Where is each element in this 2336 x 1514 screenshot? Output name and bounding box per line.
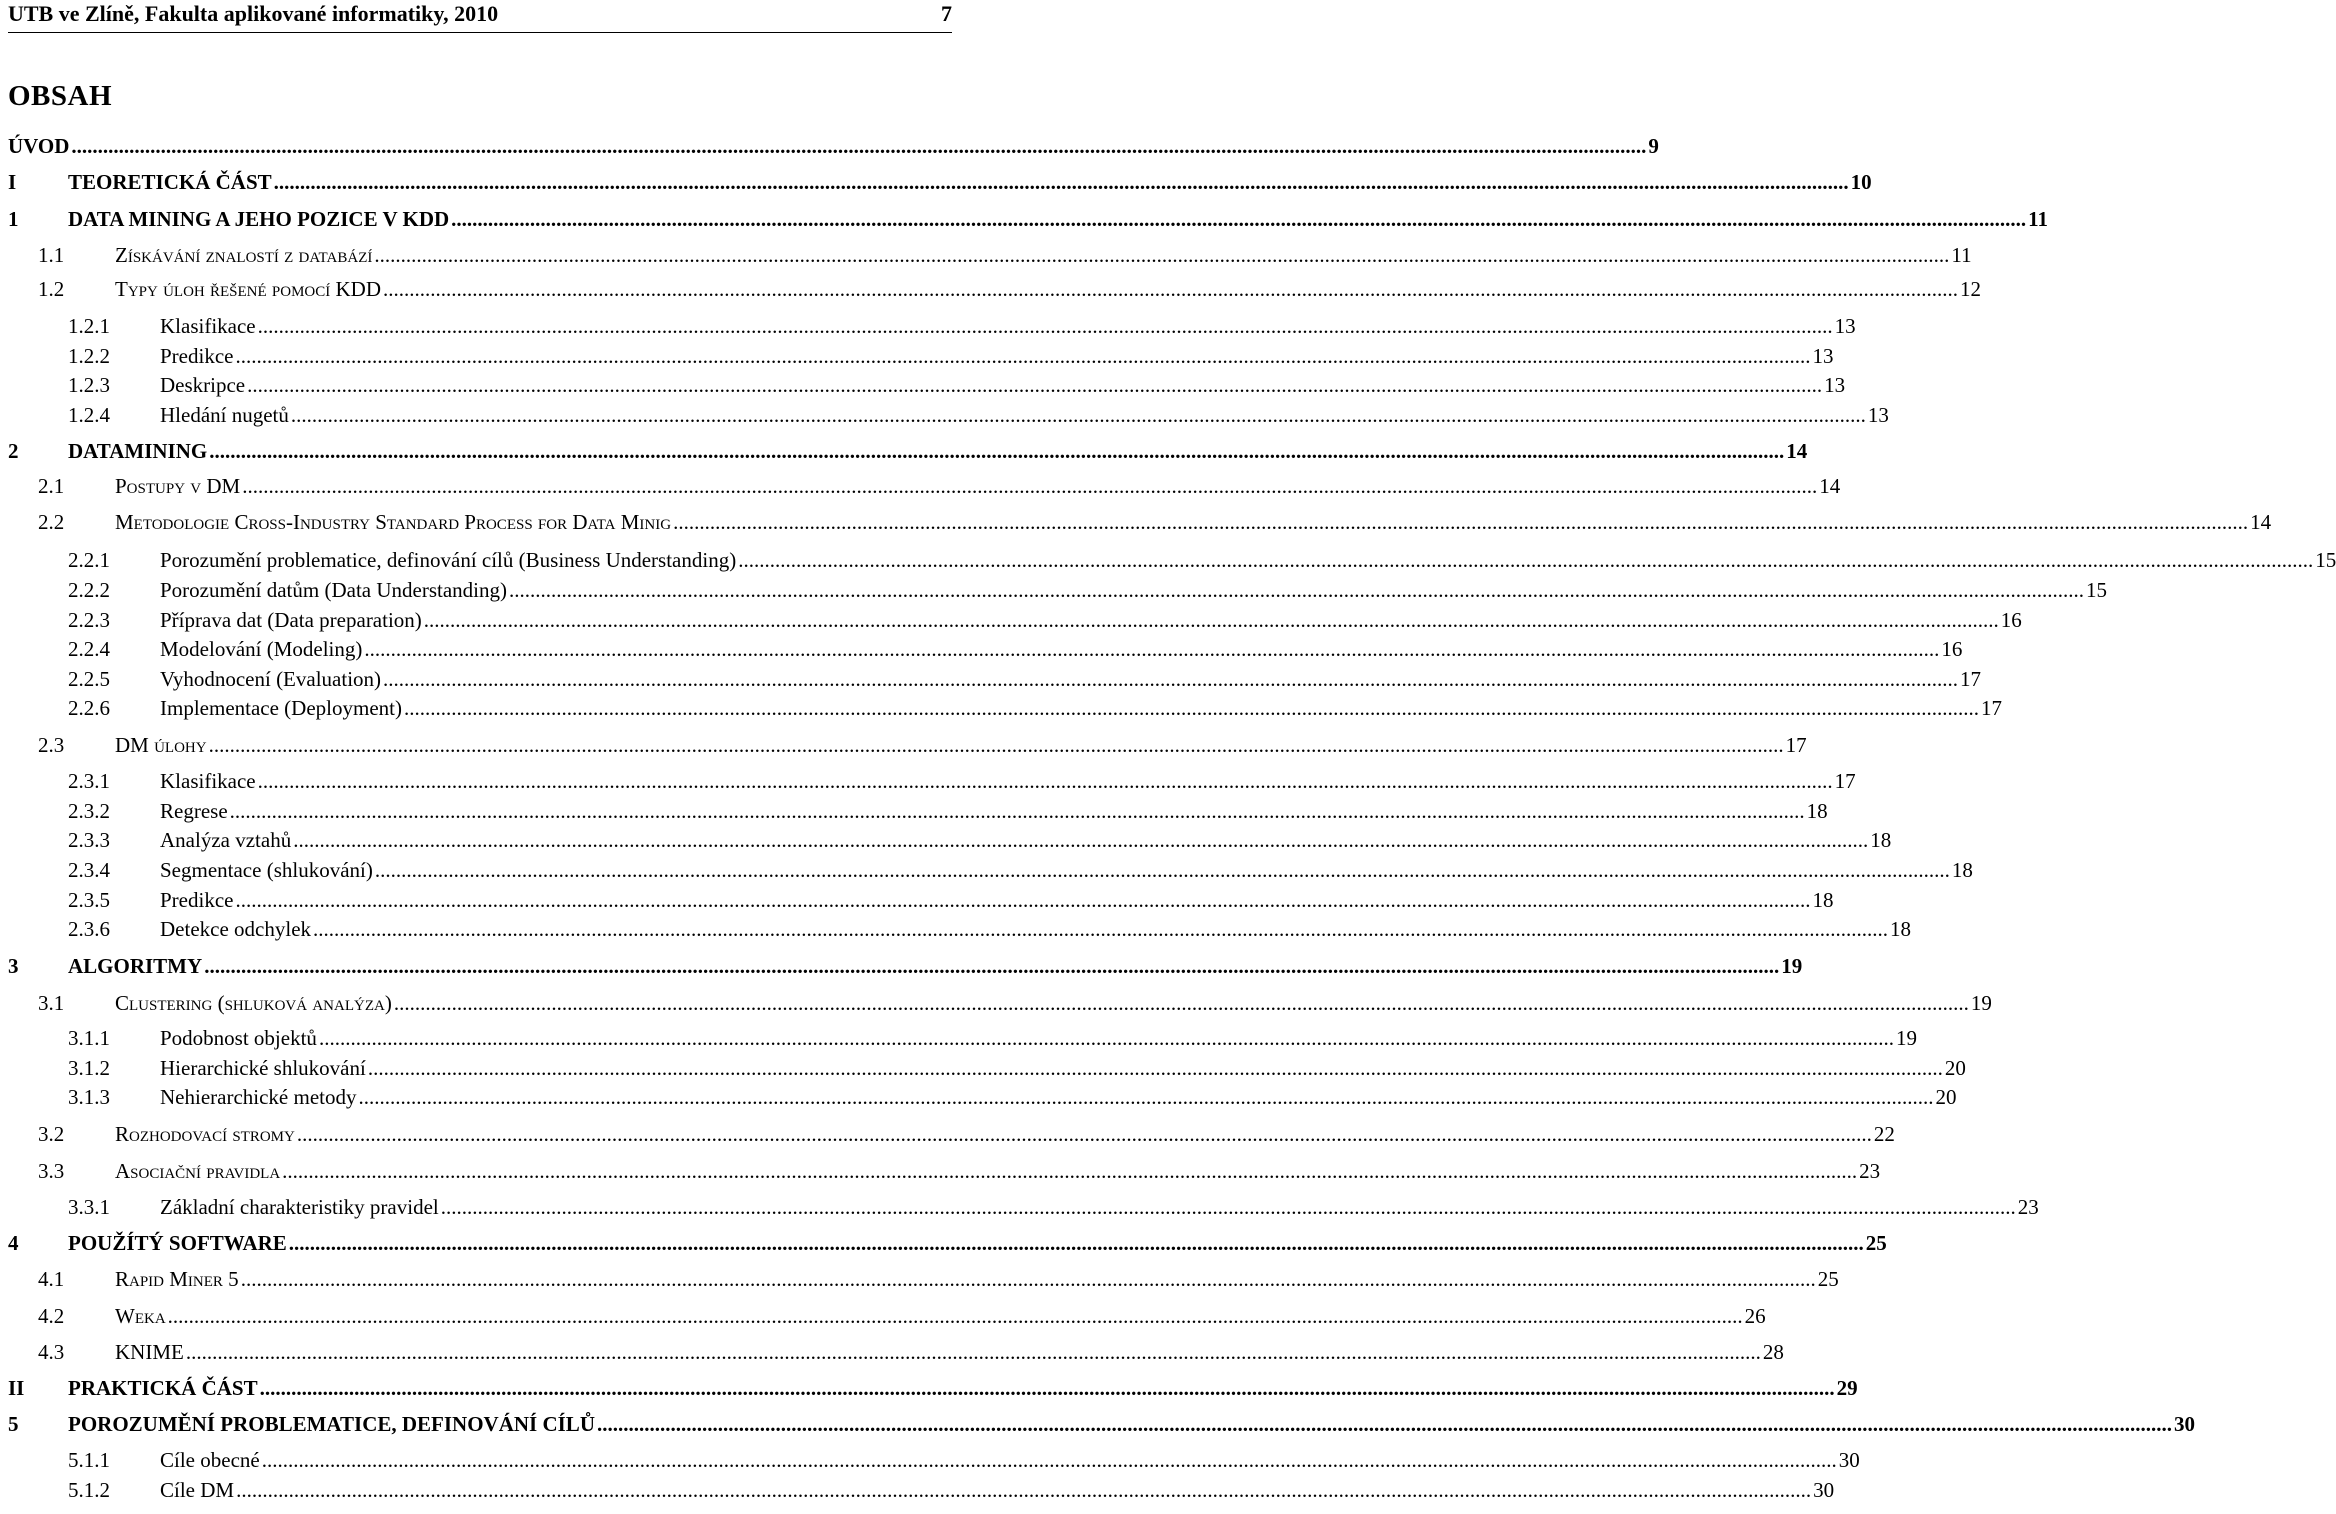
toc-entry-number: I bbox=[8, 170, 17, 194]
toc-entry-line bbox=[160, 1193, 2039, 1221]
toc-entry-label: Hledání nugetů bbox=[160, 403, 289, 427]
toc-entry-page: 17 bbox=[1960, 667, 1982, 691]
toc-entry-page: 17 bbox=[1980, 696, 2002, 720]
toc-entry-number: 2.3.5 bbox=[68, 888, 110, 912]
toc-entry-number: 2.3.4 bbox=[68, 858, 110, 882]
toc-entry-line bbox=[160, 886, 1834, 914]
toc-entry-page: 26 bbox=[1744, 1304, 1766, 1328]
toc-entry[interactable] bbox=[0, 1024, 1917, 1052]
toc-entry-label: Příprava dat (Data preparation) bbox=[160, 608, 422, 632]
toc-entry-line bbox=[115, 1302, 1766, 1330]
toc-dot-leader: ............................................................................................................................................................................................................................................................................................................ bbox=[208, 733, 1784, 757]
toc-entry[interactable] bbox=[0, 665, 1982, 693]
toc-entry-number: 2.2 bbox=[38, 510, 65, 534]
toc-entry-number: 3.2 bbox=[38, 1122, 65, 1146]
toc-entry[interactable] bbox=[0, 952, 1803, 980]
toc-entry-number: 4.1 bbox=[38, 1267, 65, 1291]
toc-dot-leader: ............................................................................................................................................................................................................................................................................................................ bbox=[288, 1231, 1864, 1255]
toc-entry-label: ALGORITMY bbox=[68, 954, 203, 978]
toc-entry-number: 3.1.1 bbox=[68, 1026, 110, 1050]
toc-entry-line bbox=[160, 401, 1889, 429]
toc-dot-leader: ............................................................................................................................................................................................................................................................................................................ bbox=[229, 799, 1805, 823]
toc-entry-number: 1.2 bbox=[38, 277, 65, 301]
toc-entry-page: 29 bbox=[1836, 1376, 1858, 1400]
toc-entry-page: 17 bbox=[1785, 733, 1807, 757]
toc-entry-number: 1.1 bbox=[38, 243, 65, 267]
toc-entry-line bbox=[160, 312, 1856, 340]
toc-dot-leader: ............................................................................................................................................................................................................................................................................................................ bbox=[738, 548, 2314, 572]
toc-entry[interactable] bbox=[0, 371, 1846, 399]
toc-entry-number: 1.2.3 bbox=[68, 373, 110, 397]
toc-entry-line bbox=[68, 1374, 1858, 1402]
toc-dot-leader: ............................................................................................................................................................................................................................................................................................................ bbox=[293, 828, 1869, 852]
contents-heading: OBSAH bbox=[8, 80, 113, 112]
toc-entry[interactable] bbox=[0, 1374, 1858, 1402]
toc-entry-label: Typy úloh řešené pomocí KDD bbox=[115, 277, 382, 301]
toc-dot-leader: ............................................................................................................................................................................................................................................................................................................ bbox=[364, 637, 1940, 661]
toc-entry[interactable] bbox=[0, 576, 2107, 604]
toc-entry[interactable] bbox=[0, 731, 1807, 759]
toc-entry-number: 4.3 bbox=[38, 1340, 65, 1364]
toc-entry-line bbox=[160, 1054, 1966, 1082]
toc-entry[interactable] bbox=[0, 472, 1841, 500]
toc-entry[interactable] bbox=[0, 989, 1992, 1017]
toc-entry-line bbox=[68, 168, 1872, 196]
toc-entry-line bbox=[8, 132, 1659, 160]
toc-entry-number: 2.2.1 bbox=[68, 548, 110, 572]
toc-entry-line bbox=[115, 472, 1841, 500]
toc-dot-leader: ............................................................................................................................................................................................................................................................................................................ bbox=[185, 1340, 1761, 1364]
toc-dot-leader: ............................................................................................................................................................................................................................................................................................................ bbox=[71, 134, 1647, 158]
toc-entry-label: ÚVOD bbox=[8, 134, 70, 158]
toc-entry[interactable] bbox=[0, 1083, 1957, 1111]
toc-entry-label: Klasifikace bbox=[160, 314, 256, 338]
toc-entry-page: 20 bbox=[1935, 1085, 1957, 1109]
toc-entry-page: 15 bbox=[2086, 578, 2107, 602]
toc-dot-leader: ............................................................................................................................................................................................................................................................................................................ bbox=[235, 344, 1811, 368]
toc-entry-number: 2.1 bbox=[38, 474, 65, 498]
toc-entry[interactable] bbox=[0, 132, 1659, 160]
toc-entry-label: Segmentace (shlukování) bbox=[160, 858, 373, 882]
toc-entry[interactable] bbox=[0, 312, 1856, 340]
toc-entry-page: 14 bbox=[1819, 474, 1841, 498]
toc-entry-label: DATAMINING bbox=[68, 439, 208, 463]
toc-entry-label: Analýza vztahů bbox=[160, 828, 292, 852]
toc-entry-label: TEORETICKÁ ČÁST bbox=[68, 170, 272, 194]
toc-entry-number: 1.2.2 bbox=[68, 344, 110, 368]
toc-entry-page: 19 bbox=[1781, 954, 1803, 978]
toc-entry-line bbox=[68, 952, 1803, 980]
toc-dot-leader: ............................................................................................................................................................................................................................................................................................................ bbox=[367, 1056, 1943, 1080]
toc-entry[interactable] bbox=[0, 342, 1834, 370]
toc-entry-line bbox=[115, 731, 1807, 759]
toc-entry-label: Vyhodnocení (Evaluation) bbox=[160, 667, 382, 691]
toc-entry[interactable] bbox=[0, 767, 1856, 795]
toc-entry-label: POROZUMĚNÍ PROBLEMATICE, DEFINOVÁNÍ CÍLŮ bbox=[68, 1412, 595, 1436]
toc-entry-label: Detekce odchylek bbox=[160, 917, 312, 941]
toc-entry-label: Deskripce bbox=[160, 373, 246, 397]
toc-entry-label: Porozumění datům (Data Understanding) bbox=[160, 578, 507, 602]
toc-entry[interactable] bbox=[0, 1446, 1860, 1474]
toc-entry[interactable] bbox=[0, 826, 1892, 854]
toc-entry-number: 3.3.1 bbox=[68, 1195, 110, 1219]
toc-entry-number: 3.1 bbox=[38, 991, 65, 1015]
toc-entry-page: 13 bbox=[1812, 344, 1834, 368]
toc-entry-label: Predikce bbox=[160, 888, 234, 912]
toc-entry-line bbox=[160, 915, 1912, 943]
toc-entry[interactable] bbox=[0, 401, 1889, 429]
toc-entry-line bbox=[160, 1083, 1957, 1111]
toc-entry-page: 18 bbox=[1812, 888, 1834, 912]
toc-entry[interactable] bbox=[0, 1410, 2195, 1438]
toc-entry-number: 2.2.2 bbox=[68, 578, 110, 602]
toc-entry-number: 4.2 bbox=[38, 1304, 65, 1328]
toc-entry[interactable] bbox=[0, 1120, 1895, 1148]
toc-entry-page: 14 bbox=[1786, 439, 1808, 463]
toc-entry-page: 18 bbox=[1951, 858, 1973, 882]
toc-entry-label: KNIME bbox=[115, 1340, 184, 1364]
toc-entry-number: 2.3.1 bbox=[68, 769, 110, 793]
toc-entry[interactable] bbox=[0, 1265, 1839, 1293]
header-page-number: 7 bbox=[941, 1, 952, 26]
toc-entry-line bbox=[160, 826, 1892, 854]
toc-entry-line bbox=[160, 694, 2002, 722]
toc-entry-line bbox=[160, 1446, 1860, 1474]
toc-entry-page: 30 bbox=[2173, 1412, 2195, 1436]
toc-entry[interactable] bbox=[0, 437, 1808, 465]
toc-dot-leader: ............................................................................................................................................................................................................................................................................................................ bbox=[451, 207, 2027, 231]
toc-entry-line bbox=[115, 1265, 1839, 1293]
toc-entry-label: Weka bbox=[115, 1304, 166, 1328]
toc-entry-page: 19 bbox=[1970, 991, 1992, 1015]
toc-entry[interactable] bbox=[0, 1054, 1966, 1082]
toc-dot-leader: ............................................................................................................................................................................................................................................................................................................ bbox=[403, 696, 1979, 720]
toc-entry-page: 18 bbox=[1806, 799, 1828, 823]
toc-entry[interactable] bbox=[0, 275, 1982, 303]
toc-dot-leader: ............................................................................................................................................................................................................................................................................................................ bbox=[261, 1448, 1837, 1472]
toc-entry-page: 30 bbox=[1838, 1448, 1860, 1472]
toc-entry-label: Metodologie Cross-Industry Standard Process for Data Minig bbox=[115, 510, 672, 534]
toc-entry-page: 30 bbox=[1813, 1478, 1835, 1502]
toc-entry-label: Podobnost objektů bbox=[160, 1026, 317, 1050]
toc-entry-label: Regrese bbox=[160, 799, 228, 823]
toc-dot-leader: ............................................................................................................................................................................................................................................................................................................ bbox=[167, 1304, 1743, 1328]
toc-entry-page: 25 bbox=[1865, 1231, 1887, 1255]
toc-dot-leader: ............................................................................................................................................................................................................................................................................................................ bbox=[209, 439, 1785, 463]
toc-entry-number: 1.2.1 bbox=[68, 314, 110, 338]
toc-dot-leader: ............................................................................................................................................................................................................................................................................................................ bbox=[358, 1085, 1934, 1109]
toc-entry-label: Cíle DM bbox=[160, 1478, 235, 1502]
toc-entry-number: 3.3 bbox=[38, 1159, 65, 1183]
toc-entry-page: 11 bbox=[1951, 243, 1972, 267]
toc-entry[interactable] bbox=[0, 508, 2272, 536]
toc-dot-leader: ............................................................................................................................................................................................................................................................................................................ bbox=[383, 667, 1959, 691]
toc-entry-label: Implementace (Deployment) bbox=[160, 696, 402, 720]
toc-entry[interactable] bbox=[0, 797, 1828, 825]
toc-entry-line bbox=[160, 856, 1973, 884]
toc-dot-leader: ............................................................................................................................................................................................................................................................................................................ bbox=[509, 578, 2084, 602]
header-title: UTB ve Zlíně, Fakulta aplikované informatiky, 2010 bbox=[8, 1, 499, 26]
toc-entry-page: 13 bbox=[1834, 314, 1856, 338]
toc-entry[interactable] bbox=[0, 856, 1973, 884]
toc-entry-label: Získávání znalostí z databází bbox=[115, 243, 373, 267]
toc-dot-leader: ............................................................................................................................................................................................................................................................................................................ bbox=[235, 888, 1811, 912]
toc-entry[interactable] bbox=[0, 168, 1872, 196]
toc-dot-leader: ............................................................................................................................................................................................................................................................................................................ bbox=[273, 170, 1849, 194]
toc-entry-line bbox=[68, 1229, 1887, 1257]
toc-entry-number: 2.3.3 bbox=[68, 828, 110, 852]
toc-entry-page: 9 bbox=[1648, 134, 1659, 158]
toc-dot-leader: ............................................................................................................................................................................................................................................................................................................ bbox=[673, 510, 2249, 534]
toc-entry-number: 3.1.3 bbox=[68, 1085, 110, 1109]
toc-entry-line bbox=[115, 508, 2272, 536]
toc-dot-leader: ............................................................................................................................................................................................................................................................................................................ bbox=[423, 608, 1999, 632]
toc-dot-leader: ............................................................................................................................................................................................................................................................................................................ bbox=[247, 373, 1823, 397]
toc-entry-line bbox=[160, 797, 1828, 825]
toc-dot-leader: ............................................................................................................................................................................................................................................................................................................ bbox=[296, 1122, 1872, 1146]
toc-entry[interactable] bbox=[0, 1476, 1835, 1504]
toc-entry-number: 2.3.6 bbox=[68, 917, 110, 941]
toc-entry[interactable] bbox=[0, 1338, 1784, 1366]
toc-entry-page: 16 bbox=[1941, 637, 1963, 661]
toc-dot-leader: ............................................................................................................................................................................................................................................................................................................ bbox=[236, 1478, 1812, 1502]
toc-entry-line bbox=[115, 1157, 1881, 1185]
toc-entry-label: Modelování (Modeling) bbox=[160, 637, 363, 661]
toc-entry-page: 18 bbox=[1870, 828, 1892, 852]
toc-entry-label: Postupy v DM bbox=[115, 474, 241, 498]
toc-entry-label: Hierarchické shlukování bbox=[160, 1056, 366, 1080]
toc-entry-line bbox=[160, 665, 1982, 693]
toc-entry-label: Porozumění problematice, definování cílů (Business Understanding) bbox=[160, 548, 737, 572]
toc-entry-number: 2.3 bbox=[38, 733, 65, 757]
toc-entry-line bbox=[115, 989, 1992, 1017]
toc-entry-page: 22 bbox=[1873, 1122, 1895, 1146]
toc-entry[interactable] bbox=[0, 1157, 1881, 1185]
toc-entry[interactable] bbox=[0, 1229, 1887, 1257]
toc-dot-leader: ............................................................................................................................................................................................................................................................................................................ bbox=[204, 954, 1780, 978]
toc-entry-line bbox=[115, 275, 1982, 303]
toc-entry[interactable] bbox=[0, 606, 2022, 634]
toc-entry-page: 23 bbox=[1859, 1159, 1881, 1183]
toc-entry[interactable] bbox=[0, 241, 1972, 269]
toc-entry-label: DM úlohy bbox=[115, 733, 207, 757]
toc-entry[interactable] bbox=[0, 886, 1834, 914]
toc-entry-page: 20 bbox=[1944, 1056, 1966, 1080]
toc-entry[interactable] bbox=[0, 546, 2336, 574]
toc-entry-page: 17 bbox=[1834, 769, 1856, 793]
toc-entry-label: DATA MINING A JEHO POZICE V KDD bbox=[68, 207, 450, 231]
toc-dot-leader: ............................................................................................................................................................................................................................................................................................................ bbox=[259, 1376, 1835, 1400]
toc-entry-number: 5 bbox=[8, 1412, 19, 1436]
toc-entry-page: 15 bbox=[2315, 548, 2336, 572]
toc-entry-label: Asociační pravidla bbox=[115, 1159, 281, 1183]
toc-entry-label: Rozhodovací stromy bbox=[115, 1122, 295, 1146]
toc-dot-leader: ............................................................................................................................................................................................................................................................................................................ bbox=[374, 858, 1950, 882]
toc-entry-page: 19 bbox=[1895, 1026, 1917, 1050]
toc-dot-leader: ............................................................................................................................................................................................................................................................................................................ bbox=[282, 1159, 1858, 1183]
toc-dot-leader: ............................................................................................................................................................................................................................................................................................................ bbox=[290, 403, 1866, 427]
toc-entry[interactable] bbox=[0, 1302, 1766, 1330]
toc-entry-line bbox=[160, 1024, 1917, 1052]
toc-entry[interactable] bbox=[0, 205, 2049, 233]
toc-dot-leader: ............................................................................................................................................................................................................................................................................................................ bbox=[242, 474, 1818, 498]
toc-entry-line bbox=[68, 437, 1808, 465]
toc-entry-label: Predikce bbox=[160, 344, 234, 368]
toc-entry-page: 16 bbox=[2000, 608, 2022, 632]
toc-dot-leader: ............................................................................................................................................................................................................................................................................................................ bbox=[257, 314, 1833, 338]
toc-entry-page: 10 bbox=[1850, 170, 1872, 194]
toc-entry-line bbox=[160, 576, 2107, 604]
toc-entry[interactable] bbox=[0, 694, 2002, 722]
toc-entry-number: 2.2.4 bbox=[68, 637, 110, 661]
toc-dot-leader: ............................................................................................................................................................................................................................................................................................................ bbox=[240, 1267, 1816, 1291]
toc-dot-leader: ............................................................................................................................................................................................................................................................................................................ bbox=[374, 243, 1950, 267]
toc-entry-line bbox=[160, 606, 2022, 634]
toc-dot-leader: ............................................................................................................................................................................................................................................................................................................ bbox=[440, 1195, 2016, 1219]
toc-entry-line bbox=[115, 1338, 1784, 1366]
toc-entry-page: 14 bbox=[2250, 510, 2272, 534]
toc-entry-label: Základní charakteristiky pravidel bbox=[160, 1195, 439, 1219]
toc-entry-number: 2.2.5 bbox=[68, 667, 110, 691]
toc-entry-line bbox=[68, 205, 2049, 233]
toc-entry-label: Clustering (shluková analýza) bbox=[115, 991, 392, 1015]
toc-entry-number: II bbox=[8, 1376, 25, 1400]
toc-entry-label: PRAKTICKÁ ČÁST bbox=[68, 1376, 258, 1400]
toc-entry-page: 28 bbox=[1762, 1340, 1784, 1364]
toc-entry-page: 13 bbox=[1867, 403, 1889, 427]
toc-dot-leader: ............................................................................................................................................................................................................................................................................................................ bbox=[596, 1412, 2172, 1436]
toc-entry-number: 2.2.3 bbox=[68, 608, 110, 632]
toc-dot-leader: ............................................................................................................................................................................................................................................................................................................ bbox=[313, 917, 1889, 941]
toc-entry-number: 2.3.2 bbox=[68, 799, 110, 823]
toc-entry-label: Cíle obecné bbox=[160, 1448, 260, 1472]
toc-entry[interactable] bbox=[0, 915, 1912, 943]
toc-entry-line bbox=[160, 767, 1856, 795]
toc-entry-line bbox=[115, 241, 1972, 269]
toc-entry-page: 13 bbox=[1824, 373, 1846, 397]
toc-entry-line bbox=[160, 1476, 1835, 1504]
toc-entry-number: 5.1.1 bbox=[68, 1448, 110, 1472]
toc-entry-number: 1.2.4 bbox=[68, 403, 110, 427]
toc-dot-leader: ............................................................................................................................................................................................................................................................................................................ bbox=[318, 1026, 1894, 1050]
toc-dot-leader: ............................................................................................................................................................................................................................................................................................................ bbox=[383, 277, 1959, 301]
toc-dot-leader: ............................................................................................................................................................................................................................................................................................................ bbox=[393, 991, 1969, 1015]
toc-entry-page: 23 bbox=[2017, 1195, 2039, 1219]
toc-entry[interactable] bbox=[0, 635, 1963, 663]
toc-entry-page: 12 bbox=[1960, 277, 1982, 301]
toc-dot-leader: ............................................................................................................................................................................................................................................................................................................ bbox=[257, 769, 1833, 793]
toc-entry-page: 18 bbox=[1890, 917, 1912, 941]
toc-entry-line bbox=[160, 546, 2336, 574]
toc-entry-line bbox=[68, 1410, 2195, 1438]
toc-entry-number: 3 bbox=[8, 954, 19, 978]
toc-entry-number: 3.1.2 bbox=[68, 1056, 110, 1080]
toc-entry-label: Klasifikace bbox=[160, 769, 256, 793]
toc-entry[interactable] bbox=[0, 1193, 2039, 1221]
toc-entry-label: POUŽÍTÝ SOFTWARE bbox=[68, 1231, 287, 1255]
toc-entry-page: 25 bbox=[1817, 1267, 1839, 1291]
toc-entry-number: 1 bbox=[8, 207, 19, 231]
toc-entry-line bbox=[115, 1120, 1895, 1148]
toc-entry-number: 5.1.2 bbox=[68, 1478, 110, 1502]
toc-entry-number: 2.2.6 bbox=[68, 696, 110, 720]
toc-entry-number: 2 bbox=[8, 439, 19, 463]
toc-entry-label: Rapid Miner 5 bbox=[115, 1267, 239, 1291]
toc-entry-number: 4 bbox=[8, 1231, 19, 1255]
toc-entry-label: Nehierarchické metody bbox=[160, 1085, 357, 1109]
toc-entry-page: 11 bbox=[2028, 207, 2049, 231]
toc-entry-line bbox=[160, 371, 1846, 399]
toc-entry-line bbox=[160, 635, 1963, 663]
toc-entry-line bbox=[160, 342, 1834, 370]
